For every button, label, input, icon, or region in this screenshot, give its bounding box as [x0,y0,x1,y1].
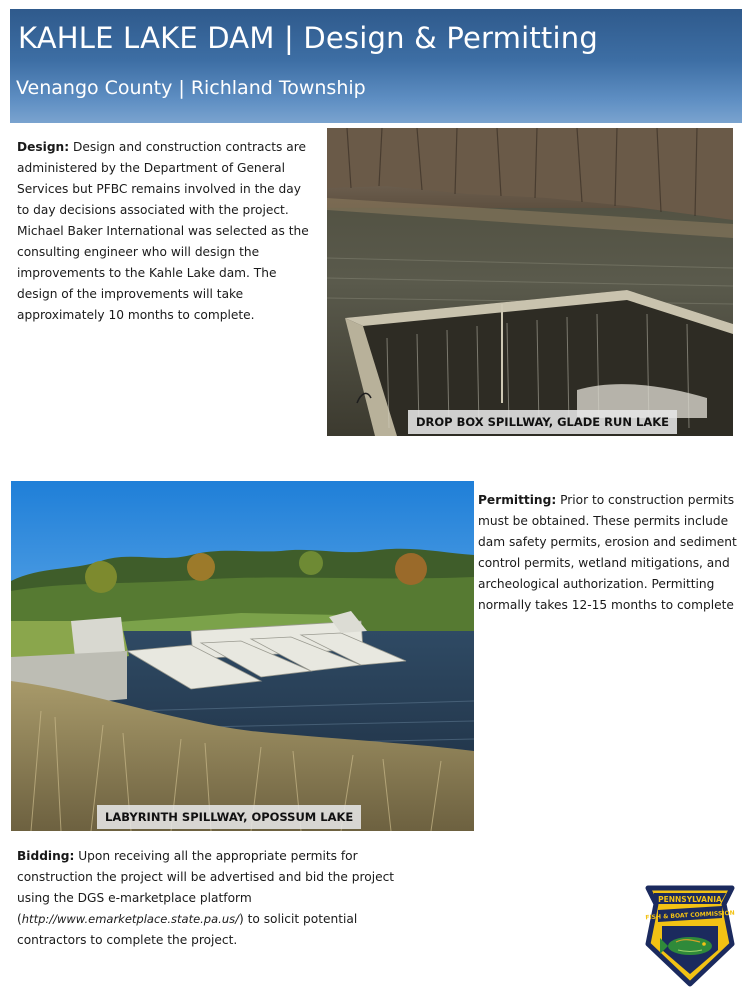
keystone-badge-icon [640,880,740,990]
svg-text:FISH & BOAT COMMISSION: FISH & BOAT COMMISSION [645,909,735,922]
labyrinth-spillway-photo [11,481,474,831]
page-header [10,9,742,123]
bidding-body-end: ) to solicit potential contractors to complete the project. [17,912,358,947]
labyrinth-spillway-image [11,481,474,831]
permitting-section [478,490,740,616]
drop-box-spillway-image [327,128,733,436]
design-heading: Design: [17,140,70,154]
design-body: Design and construction contracts are administered by the Department of General Services but PFBC remains involved in the day to day decisions associated with the project. Michael Baker International was selected as the consulting engineer who will design the improvements to the Kahle Lake dam. The design of the improvements will take approximately 10 months to complete. [17,140,309,322]
drop-box-spillway-photo [327,128,733,436]
bidding-body-start: Upon receiving all the appropriate permits for construction the project will be advertised and bid the project using the DGS e-marketplace platform ( [17,849,395,926]
pfbc-logo [640,880,740,990]
page-title: KAHLE LAKE DAM | Design & Permitting [18,21,598,55]
bidding-heading: Bidding: [17,849,75,863]
svg-text:PENNSYLVANIA: PENNSYLVANIA [658,895,722,904]
labyrinth-spillway-caption: LABYRINTH SPILLWAY, OPOSSUM LAKE [97,805,361,829]
permitting-heading: Permitting: [478,493,557,507]
permitting-body: Prior to construction permits must be obtained. These permits include dam safety permits, erosion and sediment control permits, wetland mitigations, and archeological authorization. Permitting normally takes 12-15 months to complete [478,493,737,612]
emarketplace-url: http://www.emarketplace.state.pa.us/ [21,912,239,926]
drop-box-spillway-caption: DROP BOX SPILLWAY, GLADE RUN LAKE [408,410,677,434]
bidding-section [17,846,422,951]
design-section [17,137,315,326]
page-subtitle: Venango County | Richland Township [16,77,366,99]
